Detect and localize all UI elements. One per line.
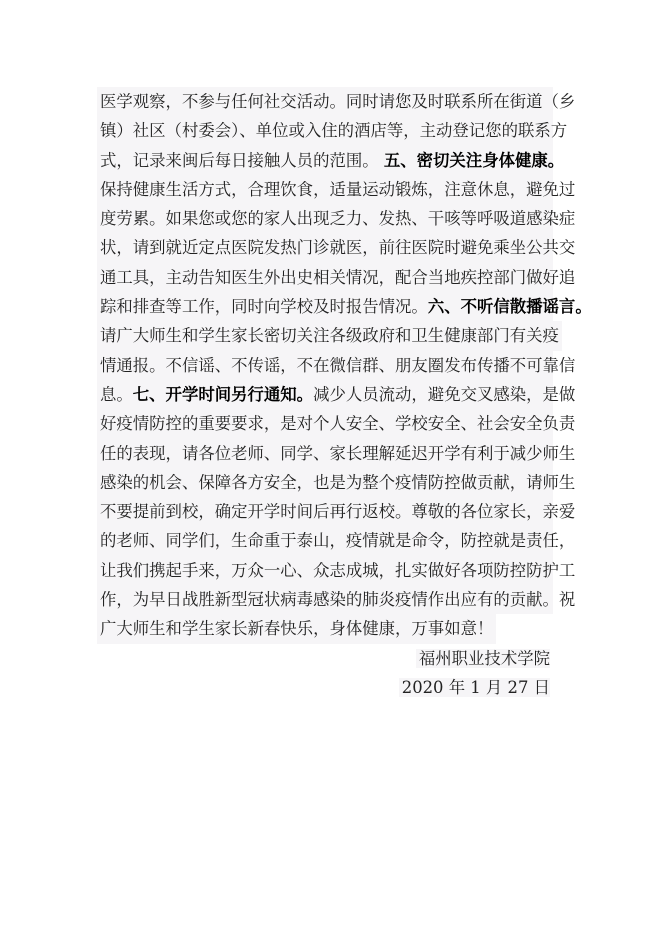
- date-line: [97, 673, 553, 702]
- body-text: 踪和排查等工作，同时向学校及时报告情况。: [100, 297, 428, 317]
- body-text: 状，请到就近定点医院发热门诊就医，前往医院时避免乘坐公共交: [100, 238, 576, 258]
- body-text: 保持健康生活方式，合理饮食，适量运动锻炼，注意休息，避免过: [100, 179, 576, 199]
- paragraph-line: [97, 263, 576, 292]
- paragraph-line: [97, 526, 576, 555]
- paragraph-line: [97, 321, 562, 350]
- body-text: 作，为早日战胜新型冠状病毒感染的肺炎疫情作出应有的贡献。祝: [100, 590, 576, 610]
- body-text: 的老师、同学们，生命重于泰山，疫情就是命令，防控就是责任，: [100, 531, 576, 551]
- body-text: 医学观察，不参与任何社交活动。同时请您及时联系所在街道（乡: [100, 92, 576, 111]
- body-text: 让我们携起手来，万众一心、众志成城，扎实做好各项防控防护工: [100, 560, 576, 580]
- body-text: 通工具，主动告知医生外出史相关情况，配合当地疾控部门做好追: [100, 267, 576, 287]
- body-text: 不要提前到校，确定开学时间后再行返校。尊敬的各位家长，亲爱: [100, 502, 576, 522]
- body-text: 请广大师生和学生家长密切关注各级政府和卫生健康部门有关疫: [100, 326, 559, 346]
- body-text: 感染的机会、保障各方安全，也是为整个疫情防控做贡献，请师生: [100, 472, 576, 492]
- paragraph-line: [97, 614, 496, 643]
- paragraph-line: [97, 556, 576, 585]
- body-text: 情通报。不信谣、不传谣，不在微信群、朋友圈发布传播不可靠信: [100, 355, 576, 375]
- body-text: 式，记录来闽后每日接触人员的范围。: [100, 150, 384, 170]
- paragraph-line: [97, 585, 576, 614]
- signature-line: [97, 644, 553, 673]
- paragraph-line: [97, 87, 576, 116]
- section-heading: 六、不听信散播谣言。: [427, 297, 592, 317]
- section-heading: 七、开学时间另行通知。: [132, 384, 314, 404]
- paragraph-line: [97, 204, 576, 233]
- paragraph-line: [97, 175, 576, 204]
- paragraph-line: [97, 468, 576, 497]
- signature: 福州职业技术学院: [416, 649, 550, 668]
- body-text: 减少人员流动，避免交叉感染，是做: [313, 384, 576, 404]
- body-text: 好疫情防控的重要要求，是对个人安全、学校安全、社会安全负责: [100, 414, 576, 434]
- body-text: 镇）社区（村委会）、单位或入住的酒店等，主动登记您的联系方: [100, 121, 568, 141]
- paragraph-line: [97, 146, 565, 175]
- paragraph-line: [97, 380, 576, 409]
- document-body: [97, 87, 592, 702]
- paragraph-line: [97, 351, 576, 380]
- paragraph-line: [97, 292, 592, 321]
- paragraph-line: [97, 497, 576, 526]
- paragraph-line: [97, 116, 568, 145]
- section-heading: 五、密切关注身体健康。: [383, 150, 565, 170]
- paragraph-line: [97, 439, 576, 468]
- body-text: 任的表现，请各位老师、同学、家长理解延迟开学有利于减少师生: [100, 443, 576, 463]
- body-text: 息。: [100, 384, 133, 404]
- body-text: 广大师生和学生家长新春快乐，身体健康，万事如意！: [100, 619, 494, 639]
- paragraph-line: [97, 233, 576, 262]
- date: 2020 年 1 月 27 日: [399, 678, 550, 697]
- body-text: 度劳累。如果您或您的家人出现乏力、发热、干咳等呼吸道感染症: [100, 209, 576, 229]
- paragraph-line: [97, 409, 576, 438]
